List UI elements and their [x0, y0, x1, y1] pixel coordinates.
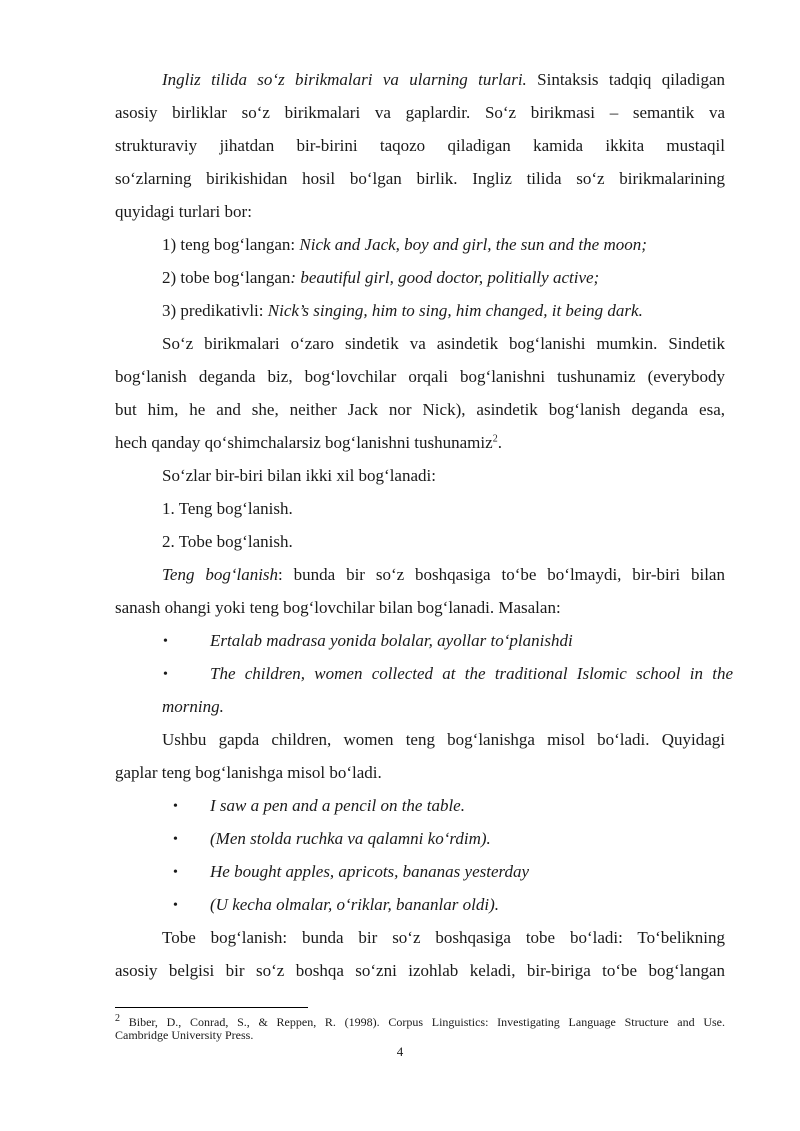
- bullet-item-continued: morning.: [162, 697, 224, 716]
- type-item: [162, 268, 725, 288]
- paragraph-line: Ushbu gapda children, women teng bog‘lanishga misol bo‘ladi. Quyidagi: [162, 730, 725, 749]
- paragraph-line: [115, 433, 725, 453]
- section-title: Ingliz tilida so‘z birikmalari va ularning turlari.: [162, 70, 527, 89]
- bullet-item: (Men stolda ruchka va qalamni ko‘rdim).: [210, 829, 491, 848]
- list-item: 1. Teng bog‘lanish.: [162, 499, 293, 518]
- paragraph-line: [162, 70, 725, 90]
- paragraph-line: So‘zlar bir-biri bilan ikki xil bog‘lanadi:: [162, 466, 436, 485]
- footnote-line: Cambridge University Press.: [115, 1028, 254, 1042]
- list-item: 2. Tobe bog‘lanish.: [162, 532, 293, 551]
- paragraph-line: but him, he and she, neither Jack nor Nick), asindetik bog‘lanish deganda esa,: [115, 400, 725, 419]
- paragraph-line: asosiy belgisi bir so‘z boshqa so‘zni izohlab keladi, bir-biriga to‘be bog‘langan: [115, 961, 725, 980]
- paragraph-line: bog‘lanish deganda biz, bog‘lovchilar orqali bog‘lanishni tushunamiz (everybody: [115, 367, 725, 386]
- paragraph-text: hech qanday qo‘shimchalarsiz bog‘lanishni tushunamiz: [115, 433, 493, 452]
- type-examples: Nick’s singing, him to sing, him changed, it being dark.: [267, 301, 643, 320]
- type-item: [162, 301, 725, 321]
- paragraph-line: sanash ohangi yoki teng bog‘lovchilar bilan bog‘lanadi. Masalan:: [115, 598, 561, 617]
- bullet-icon: •: [173, 898, 178, 913]
- footnote-reference[interactable]: 2: [492, 433, 498, 445]
- footnote: [115, 1013, 725, 1042]
- type-label: 1) teng bog‘langan:: [162, 235, 300, 254]
- paragraph-line: Tobe bog‘lanish: bunda bir so‘z boshqasiga tobe bo‘ladi: To‘belikning: [162, 928, 725, 947]
- paragraph-line: gaplar teng bog‘lanishga misol bo‘ladi.: [115, 763, 382, 782]
- paragraph-line: so‘zlarning birikishidan hosil bo‘lgan birlik. Ingliz tilida so‘z birikmalarining: [115, 169, 725, 188]
- bullet-item: Ertalab madrasa yonida bolalar, ayollar to‘planishdi: [210, 631, 573, 650]
- bullet-icon: •: [173, 799, 178, 814]
- paragraph-text: Sintaksis tadqiq qiladigan: [526, 70, 725, 89]
- footnote-text: Biber, D., Conrad, S., & Reppen, R. (1998). Corpus Linguistics: Investigating Language Structure and Use.: [120, 1015, 725, 1029]
- page-number: 4: [396, 1044, 404, 1059]
- type-examples: Nick and Jack, boy and girl, the sun and the moon;: [299, 235, 647, 254]
- bullet-icon: •: [173, 865, 178, 880]
- paragraph-line: asosiy birliklar so‘z birikmalari va gaplardir. So‘z birikmasi – semantik va: [115, 103, 725, 122]
- bullet-item: (U kecha olmalar, o‘riklar, bananlar oldi).: [210, 895, 499, 914]
- bullet-item: He bought apples, apricots, bananas yesterday: [210, 862, 530, 881]
- type-label: 2) tobe bog‘langan: [162, 268, 291, 287]
- footnote-number: 2: [115, 1013, 120, 1024]
- type-label: 3) predikativli:: [162, 301, 268, 320]
- paragraph-line: [162, 565, 725, 585]
- paragraph-line: quyidagi turlari bor:: [115, 202, 252, 221]
- paragraph-text: .: [497, 433, 502, 452]
- paragraph-line: So‘z birikmalari o‘zaro sindetik va asindetik bog‘lanishi mumkin. Sindetik: [162, 334, 725, 353]
- bullet-item: The children, women collected at the traditional Islomic school in the: [210, 664, 733, 683]
- term: Teng bog‘lanish: [162, 565, 279, 584]
- bullet-icon: •: [163, 634, 168, 649]
- footnote-divider: [115, 1007, 308, 1008]
- paragraph-text: : bunda bir so‘z boshqasiga to‘be bo‘lmaydi, bir-biri bilan: [278, 565, 725, 584]
- bullet-icon: •: [173, 832, 178, 847]
- bullet-item: I saw a pen and a pencil on the table.: [210, 796, 465, 815]
- type-examples: : beautiful girl, good doctor, politially active;: [290, 268, 600, 287]
- bullet-icon: •: [163, 667, 168, 682]
- paragraph-line: strukturaviy jihatdan bir-birini taqozo qiladigan kamida ikkita mustaqil: [115, 136, 725, 155]
- type-item: [162, 235, 725, 255]
